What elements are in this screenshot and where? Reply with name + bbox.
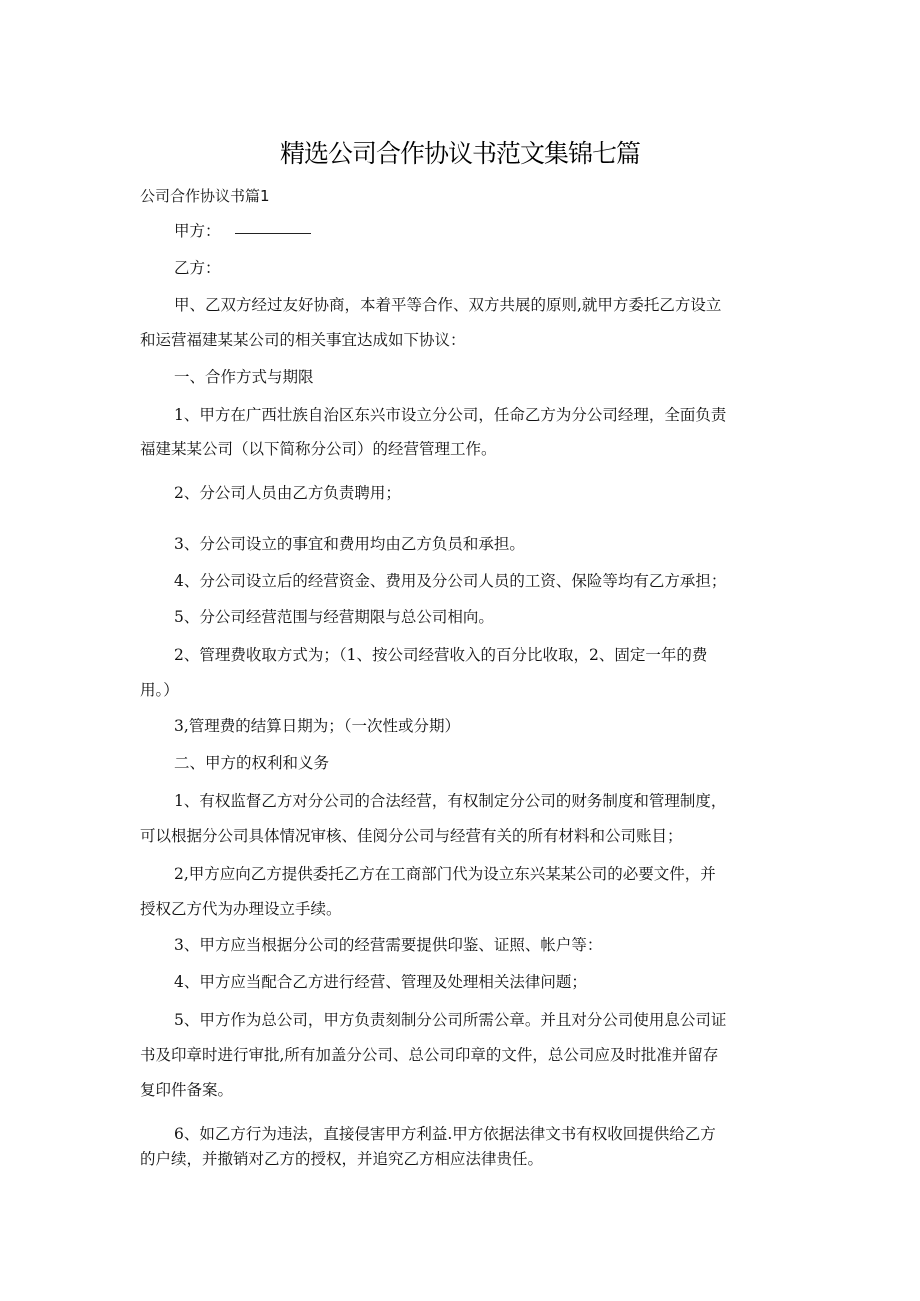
paragraph-line: 3、分公司设立的事宜和费用均由乙方负员和承担。 [174,535,525,553]
document-title: 精选公司合作协议书范文集锦七篇 [279,139,640,168]
paragraph-line: 2、分公司人员由乙方负责聘用； [174,484,401,502]
paragraph-line: 用。） [140,681,179,699]
paragraph-line: 福建某某公司（以下简称分公司）的经营管理工作。 [140,440,497,458]
paragraph-line: 2,甲方应向乙方提供委托乙方在工商部门代为设立东兴某某公司的必要文件，并 [174,865,716,883]
paragraph-line: 6、如乙方行为违法，直接侵害甲方利益.甲方依据法律文书有权收回提供给乙方 [174,1125,716,1143]
paragraph-line: 可以根据分公司具体情况审核、佳阅分公司与经营有关的所有材料和公司账目； [140,827,683,845]
clause-heading: 二、甲方的权利和义务 [174,754,330,772]
paragraph-line: 3、甲方应当根据分公司的经营需要提供印鉴、证照、帐户等： [174,936,603,954]
party-b-label: 乙方： [174,259,221,277]
paragraph-line: 的户续，并撤销对乙方的授权，并追究乙方相应法律贵任。 [140,1150,544,1168]
paragraph-line: 1、甲方在广西壮族自治区东兴市设立分公司，任命乙方为分公司经理，全面负责 [174,406,727,424]
paragraph-line: 2、管理费收取方式为；（1、按公司经营收入的百分比收取，2、固定一年的费 [174,646,708,664]
paragraph-line: 授权乙方代为办理设立手续。 [140,900,342,918]
party-a-label: 甲方： [174,222,221,240]
party-a-line [174,221,854,241]
paragraph-line: 3,管理费的结算日期为；（一次性或分期） [174,717,461,735]
paragraph-line: 4、分公司设立后的经营资金、费用及分公司人员的工资、保险等均有乙方承担； [174,572,727,590]
section-heading: 公司合作协议书篇1 [140,187,270,205]
paragraph-line: 5、分公司经营范围与经营期限与总公司相向。 [174,608,494,626]
clause-heading: 一、合作方式与期限 [174,368,314,386]
paragraph-line: 书及印章时进行审批,所有加盖分公司、总公司印章的文件，总公司应及时批准并留存 [140,1046,719,1064]
paragraph-line: 4、甲方应当配合乙方进行经营、管理及处理相关法律问题； [174,973,587,991]
party-a-blank [235,232,311,234]
paragraph-line: 和运营福建某某公司的相关事宜达成如下协议： [140,331,466,349]
paragraph-line: 甲、乙双方经过友好协商，本着平等合作、双方共展的原则,就甲方委托乙方设立 [174,296,722,314]
paragraph-line: 1、有权监督乙方对分公司的合法经营，有权制定分公司的财务制度和管理制度， [174,792,727,810]
paragraph-line: 5、甲方作为总公司，甲方负责刻制分公司所需公章。并且对分公司使用息公司证 [174,1011,727,1029]
paragraph-line: 复印件备案。 [140,1081,234,1099]
